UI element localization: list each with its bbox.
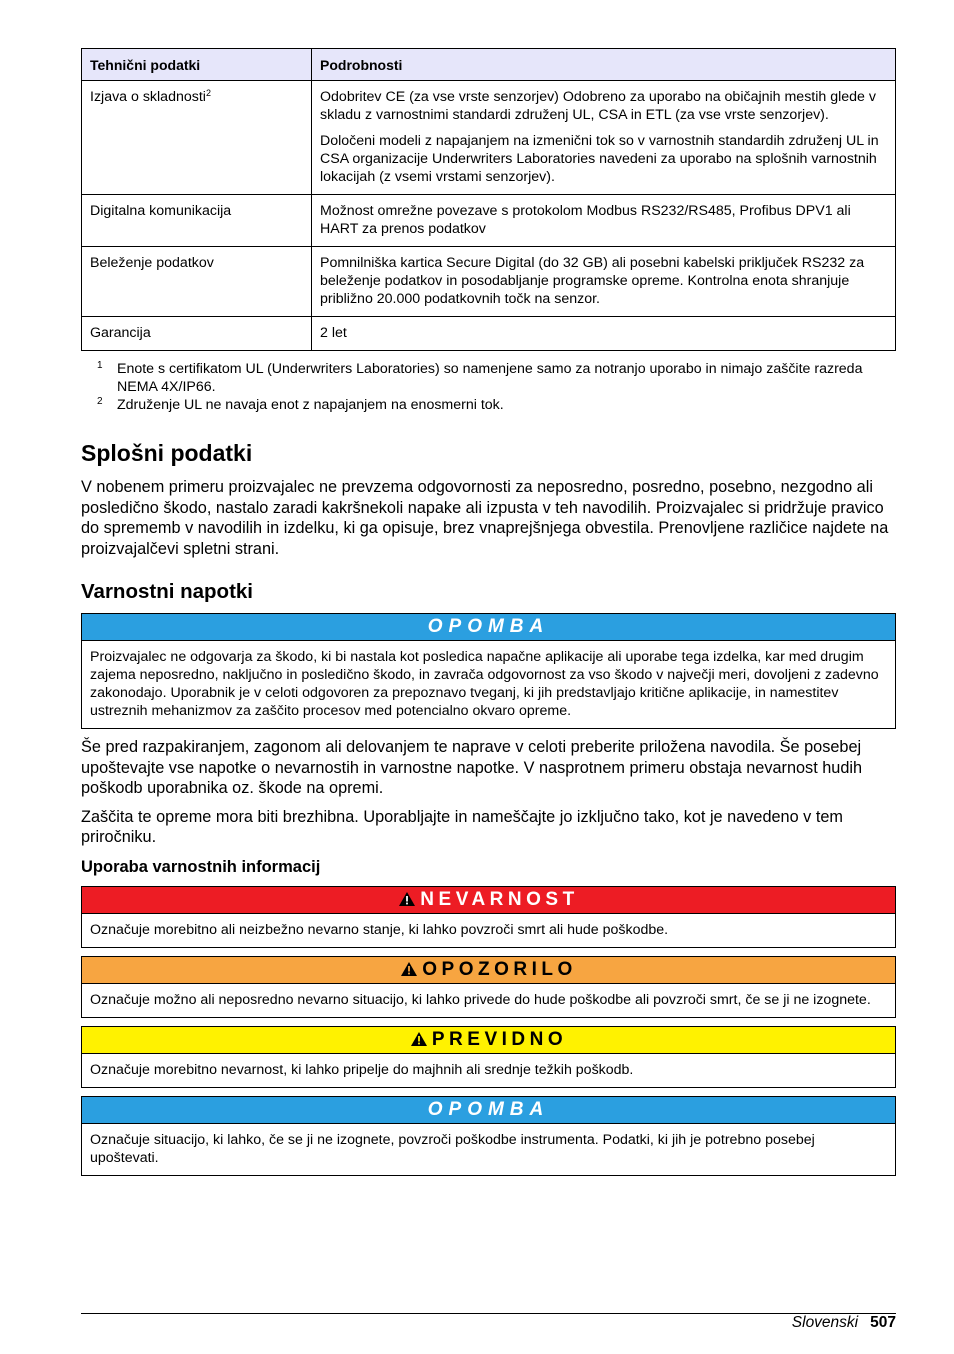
- footer-language: Slovenski: [791, 1314, 859, 1331]
- notice-label: OPOMBA: [82, 614, 895, 641]
- table-cell-details: [312, 81, 896, 195]
- danger-text: Označuje morebitno ali neizbežno nevarno stanje, ki lahko povzroči smrt ali hude poškodbe.: [90, 921, 669, 938]
- row-label: Izjava o skladnosti: [90, 89, 206, 105]
- notice-text: Proizvajalec ne odgovarja za škodo, ki bi nastala kot posledica napačne aplikacije ali uporabe tega izdelka, kar med drugim zajema neposredno, naključno in posledično škodo, in zavrača odgovornost za vso škodo v največji meri, dovoljeni z zadevno zakonodajo. Uporabnik je v celoti odgovoren za prepoznavo tveganj, ki jih predstavljajo kritične aplikacije, in namestitev ustreznih mehanizmov za zaščito procesov med potencialno okvaro opreme.: [90, 649, 879, 719]
- table-cell-label: Garancija: [82, 317, 312, 351]
- table-row: [82, 81, 896, 195]
- usage-heading: Uporaba varnostnih informacij: [81, 857, 321, 876]
- notice-box: [81, 613, 896, 729]
- detail-text: Odobritev CE (za vse vrste senzorjev) Odobreno za uporabo na običajnih mestih glede v skladu z varnostnimi standardi združenj UL, CSA in ETL (za vse vrste senzorjev).: [320, 89, 876, 123]
- table-header-row: [82, 49, 896, 81]
- danger-label: NEVARNOST: [420, 888, 579, 910]
- detail-text: Pomnilniška kartica Secure Digital (do 32 GB) ali posebni kabelski priključek RS232 za beleženje podatkov in posodabljanje programske opreme. Kontrolna enota shranjuje približno 20.000 podatkovnih točk na senzor.: [320, 255, 865, 307]
- caution-text: Označuje morebitno nevarnost, ki lahko pripelje do majhnih ali srednje težkih poškodb.: [90, 1061, 634, 1078]
- safety-heading: Varnostni napotki: [81, 580, 253, 603]
- table-header-details: Podrobnosti: [312, 49, 896, 81]
- footnote-number: 2: [97, 396, 103, 407]
- table-header-technical-data: Tehnični podatki: [82, 49, 312, 81]
- safety-paragraph-2: Zaščita te opreme mora biti brezhibna. Uporabljajte in nameščajte jo izključno tako, kot je navedeno v tem priročniku.: [81, 807, 843, 846]
- notice-text-2: Označuje situacijo, ki lahko, če se ji ne izognete, povzroči poškodbe instrumenta. Podatki, ki jih je potrebno posebej upoštevati.: [90, 1131, 815, 1166]
- footnote-2: [81, 396, 896, 414]
- general-info-paragraph: V nobenem primeru proizvajalec ne prevzema odgovornosti za neposredno, posredno, posebno, nezgodno ali posledično škodo, nastalo zaradi kakršnekoli napake ali izpusta v teh navodilih. Proizvajalec si pridržuje pravico do sprememb v navodilih in izdelku, ki ga opisuje, brez vnaprejšnjega obvestila. Prenovljene različice najdete na proizvajalčevi spletni strani.: [81, 478, 889, 558]
- warning-text: Označuje možno ali neposredno nevarno situacijo, ki lahko privede do hude poškodbe ali povzroči smrt, če se ji ne izognete.: [90, 991, 871, 1008]
- warning-triangle-icon: [400, 961, 418, 977]
- page-number: 507: [870, 1314, 896, 1331]
- specifications-table: [81, 48, 896, 351]
- page-footer: [792, 1313, 896, 1333]
- general-info-heading: Splošni podatki: [81, 440, 253, 466]
- caution-label: PREVIDNO: [431, 1028, 568, 1050]
- caution-box: [81, 1026, 896, 1088]
- footnote-text: Enote s certifikatom UL (Underwriters Laboratories) so namenjene samo za notranjo uporabo in nimajo zaščite razreda NEMA 4X/IP66.: [117, 361, 863, 395]
- detail-text: Možnost omrežne povezave s protokolom Modbus RS232/RS485, Profibus DPV1 ali HART za prenos podatkov: [320, 203, 851, 237]
- footnote-text: Združenje UL ne navaja enot z napajanjem na enosmerni tok.: [117, 397, 504, 413]
- warning-triangle-icon: [398, 891, 416, 907]
- detail-text: Določeni modeli z napajanjem na izmenični tok so v varnostnih standardih združenj UL in CSA organizacije Underwriters Laboratories navedeni za uporabo na splošnih varnostnih lokacijah (z vsemi vrstami senzorjev).: [320, 133, 879, 185]
- warning-triangle-icon: [410, 1031, 428, 1047]
- footnote-1: [81, 360, 896, 396]
- page-content: [81, 48, 896, 1184]
- danger-box: [81, 886, 896, 948]
- table-cell-details: [312, 247, 896, 317]
- table-row: [82, 317, 896, 351]
- footer-divider: [81, 1313, 896, 1314]
- detail-text: 2 let: [320, 325, 347, 341]
- warning-header: [82, 957, 895, 984]
- warning-label: OPOZORILO: [422, 958, 577, 980]
- table-cell-details: [312, 195, 896, 247]
- footnote-number: 1: [97, 360, 103, 371]
- table-row: [82, 195, 896, 247]
- safety-paragraph-1: Še pred razpakiranjem, zagonom ali delovanjem te naprave v celoti preberite priložena navodila. Še posebej upoštevajte vse napotke o nevarnostih in varnostne napotke. V nasprotnem primeru obstaja nevarnost hudih poškodb uporabnika oz. škode na opremi.: [81, 738, 863, 797]
- danger-header: [82, 887, 895, 914]
- table-row: [82, 247, 896, 317]
- table-cell-label: [82, 81, 312, 195]
- table-cell-label: Beleženje podatkov: [82, 247, 312, 317]
- notice-label-2: OPOMBA: [82, 1097, 895, 1124]
- caution-header: [82, 1027, 895, 1054]
- table-cell-label: Digitalna komunikacija: [82, 195, 312, 247]
- warning-box: [81, 956, 896, 1018]
- footnote-ref: 2: [205, 88, 211, 98]
- table-cell-details: [312, 317, 896, 351]
- notice-box-2: [81, 1096, 896, 1176]
- footnotes: [81, 360, 896, 414]
